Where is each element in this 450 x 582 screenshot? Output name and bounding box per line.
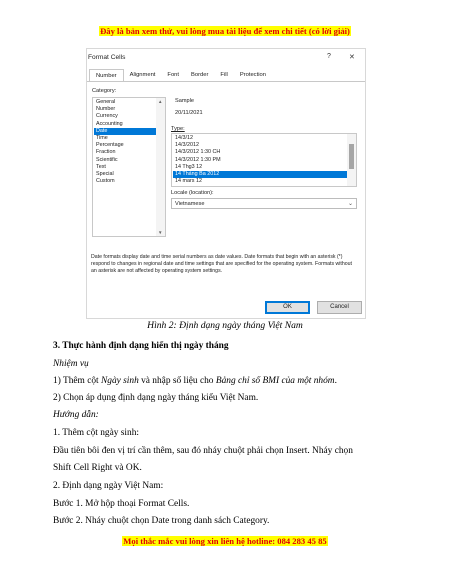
section-heading: 3. Thực hành định dạng hiển thị ngày tháng <box>53 341 229 351</box>
category-item-time[interactable]: Time <box>96 135 108 141</box>
dialog-title: Format Cells <box>88 54 126 61</box>
scroll-up-icon[interactable]: ▲ <box>158 99 163 104</box>
ok-button[interactable]: OK <box>265 301 310 314</box>
locale-label: Locale (location): <box>171 190 214 196</box>
scroll-down-icon[interactable]: ▼ <box>158 230 163 235</box>
sample-value: 20/11/2021 <box>175 110 203 116</box>
step-1-detail: Đầu tiên bôi đen vị trí cần thêm, sau đó nháy chuột phải chọn Insert. Nháy chọn <box>53 446 353 456</box>
task-1-part: 1) Thêm cột <box>53 376 101 386</box>
hotline-banner-text: Mọi thắc mắc vui lòng xin liên hệ hotline: 084 283 45 85 <box>123 536 327 546</box>
scroll-thumb[interactable] <box>349 144 354 169</box>
type-item[interactable]: 14 Thg3 12 <box>175 163 203 170</box>
chevron-down-icon: ⌄ <box>347 201 353 207</box>
hotline-banner <box>0 536 450 546</box>
tab-border[interactable]: Border <box>191 72 209 78</box>
tab-alignment[interactable]: Alignment <box>129 72 156 78</box>
sample-label: Sample <box>175 98 194 104</box>
tab-protection[interactable]: Protection <box>239 72 266 78</box>
type-item[interactable]: 14/3/2012 1:30 PM <box>175 156 221 163</box>
tab-number[interactable]: Number <box>89 69 124 82</box>
locale-value: Vietnamese <box>175 201 205 207</box>
task-label: Nhiệm vụ <box>53 359 89 369</box>
category-item-scientific[interactable]: Scientific <box>96 156 118 163</box>
task-2: 2) Chọn áp dụng định dạng ngày tháng kiểu Việt Nam. <box>53 393 259 403</box>
task-1-part: Bảng chỉ số BMI của một nhóm <box>215 376 335 386</box>
task-1-part: và nhập số liệu cho <box>138 376 216 386</box>
category-item-special[interactable]: Special <box>96 171 114 177</box>
type-label: Type: <box>171 126 185 132</box>
preview-banner-text: Đây là bản xem thử, vui lòng mua tài liệu để xem chi tiết (có lời giải) <box>100 26 350 36</box>
type-list[interactable] <box>171 133 357 187</box>
guide-label: Hướng dẫn: <box>53 410 99 420</box>
type-item[interactable]: 14/3/2012 1:30 CH <box>175 149 221 156</box>
category-item-number[interactable]: Number <box>96 106 116 113</box>
format-cells-dialog <box>86 48 366 319</box>
category-item-accounting[interactable]: Accounting <box>96 120 123 127</box>
tab-divider <box>87 81 365 82</box>
format-description: Date formats display date and time serial numbers as date values. Date formats that begin with an asterisk (*) respond to changes in regional date and time settings that are specified for the operating system. Formats without an asterisk are not affected by operating system settings. <box>91 254 352 274</box>
type-item[interactable]: 14 mars 12 <box>175 178 202 185</box>
task-1-part: . <box>334 376 337 386</box>
category-item-fraction[interactable]: Fraction <box>96 149 116 156</box>
task-1 <box>53 376 337 386</box>
cancel-button[interactable]: Cancel <box>317 301 362 314</box>
task-1-part: Ngày sinh <box>101 376 139 386</box>
category-item-custom[interactable]: Custom <box>96 178 115 185</box>
category-item-currency[interactable]: Currency <box>96 113 118 120</box>
type-item[interactable]: 14/3/12 <box>175 135 193 141</box>
step-1: 1. Thêm cột ngày sinh: <box>53 428 140 438</box>
tab-fill[interactable]: Fill <box>220 72 228 78</box>
step-b1: Bước 1. Mở hộp thoại Format Cells. <box>53 499 190 509</box>
category-label: Category: <box>92 88 117 94</box>
figure-caption: Hình 2: Định dạng ngày tháng Việt Nam <box>147 320 303 331</box>
type-scrollbar[interactable] <box>347 134 356 186</box>
category-scrollbar[interactable] <box>156 98 165 236</box>
category-item-date[interactable]: Date <box>94 128 156 135</box>
type-item-selected[interactable]: 14 Tháng Ba 2012 <box>173 171 347 178</box>
step-b2: Bước 2. Nháy chuột chọn Date trong danh sách Category. <box>53 516 270 526</box>
category-item-general[interactable]: General <box>96 99 116 105</box>
category-list[interactable] <box>92 97 166 237</box>
locale-select[interactable] <box>171 198 357 209</box>
category-item-text[interactable]: Text <box>96 163 106 170</box>
type-item[interactable]: 14/3/2012 <box>175 142 199 149</box>
step-1-detail: Shift Cell Right và OK. <box>53 463 142 473</box>
category-item-percentage[interactable]: Percentage <box>96 142 124 149</box>
tab-font[interactable]: Font <box>167 72 180 78</box>
preview-banner <box>0 26 450 36</box>
close-icon[interactable]: ✕ <box>349 54 355 61</box>
help-icon[interactable]: ? <box>327 53 331 60</box>
step-2: 2. Định dạng ngày Việt Nam: <box>53 481 164 491</box>
